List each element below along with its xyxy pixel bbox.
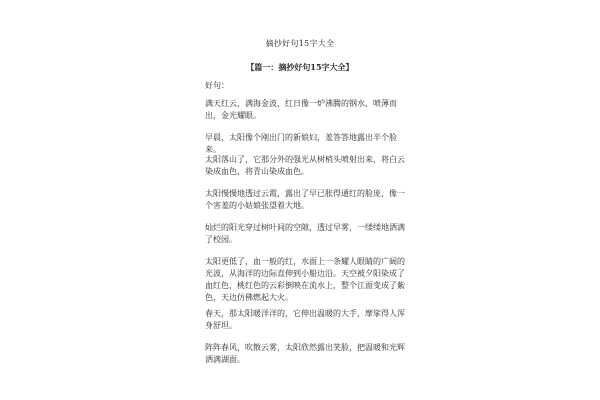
paragraph: 阵阵春风，吹散云雾，太阳欣然露出笑脸，把温暖和光辉洒满湖面。 (205, 343, 405, 364)
document-title: 摘抄好句15字大全 (265, 39, 335, 48)
paragraph: 早晨，太阳像个刚出门的新娘妇，羞答答地露出半个脸来。 (205, 133, 397, 154)
paragraph: 太阳落山了，它那分外的强光从树梢头喷射出来，将白云染成血色，将青山染成血色。 (205, 155, 405, 176)
intro-label: 好句： (205, 81, 229, 90)
section-title: 【篇一：摘抄好句15字大全】 (246, 62, 354, 72)
paragraph: 灿烂的阳光穿过树叶间的空隙，透过早雾，一缕缕地洒满了校园。 (205, 223, 405, 244)
paragraph: 满天红云，满海金波，红日像一炉沸腾的钢水，喷薄而出，金光耀眼。 (205, 99, 397, 120)
paragraph: 春天，那太阳暖洋洋的，它伸出温暖的大手，摩挲得人浑身舒坦。 (205, 309, 405, 330)
paragraph: 太阳慢慢地透过云霞，露出了早已胀得通红的脸庞，像一个害羞的小姑娘张望着大地。 (205, 189, 405, 210)
paragraph: 太阳更低了，血一般的红，水面上一条耀人眼睛的广阔的光波，从海洋的边际直伸到小船边沿。天空被夕阳染成了血红色，桃红色的云彩倒映在流水上，整个江面变成了紫色，天边仿佛燃起大火。 (205, 257, 405, 302)
